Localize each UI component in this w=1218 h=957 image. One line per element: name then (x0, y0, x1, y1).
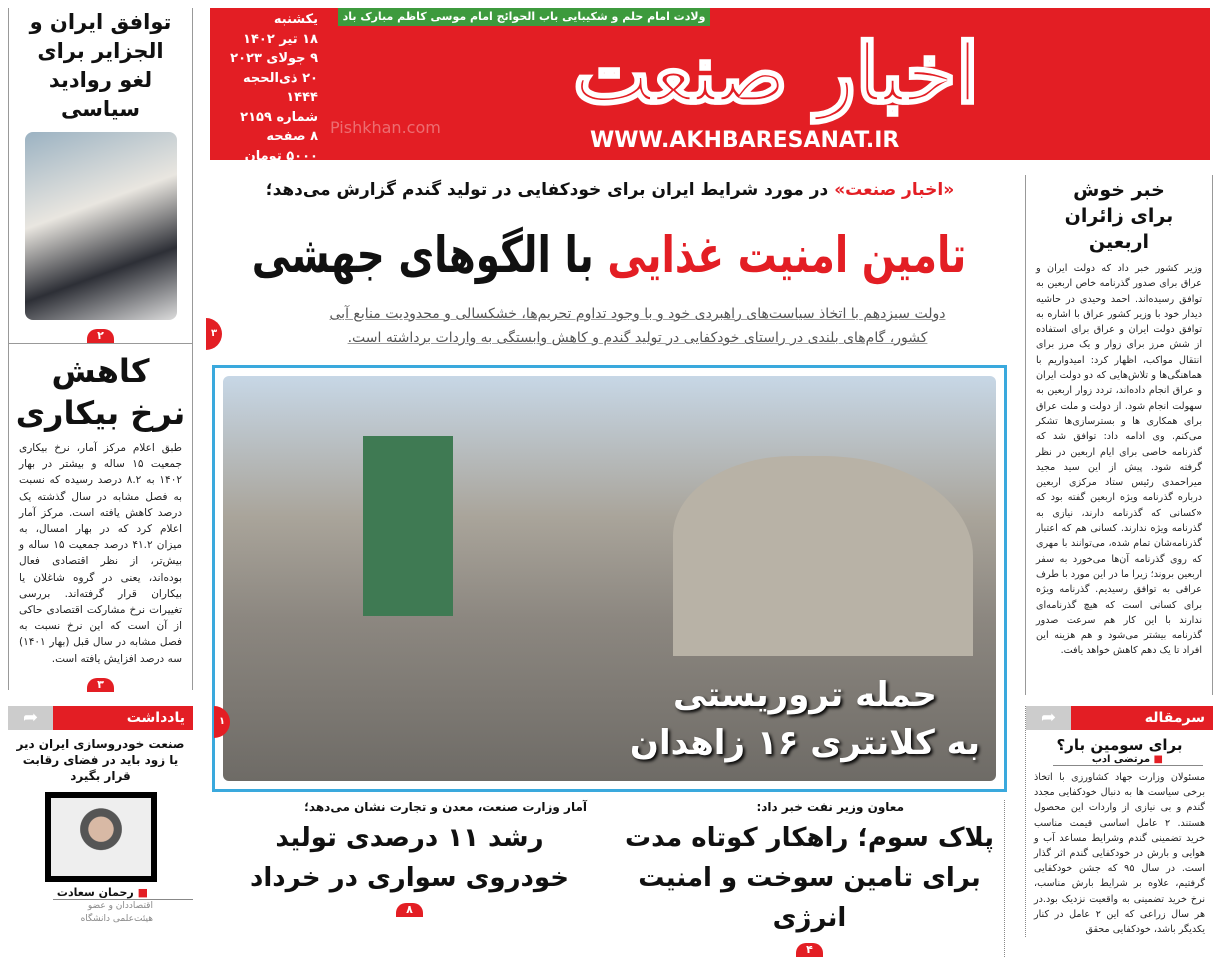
story-title[interactable]: کاهش (51, 352, 150, 390)
date-line: ۱۸ تیر ۱۴۰۲ (243, 31, 318, 47)
date-block (218, 10, 318, 166)
square-icon: ■ (1153, 754, 1163, 765)
bottom-story-oil[interactable] (615, 800, 1005, 957)
note-section (8, 706, 193, 926)
caption-line: حمله تروریستی (673, 675, 937, 715)
issue-number: شماره ۲۱۵۹ (240, 109, 318, 125)
page-ref: ۳ (87, 678, 114, 692)
main-headline[interactable] (212, 215, 1007, 295)
arrow-icon: ➦ (8, 706, 53, 730)
section-label: سرمقاله (1071, 706, 1213, 730)
author-photo (51, 798, 151, 876)
watermark: Pishkhan.com (330, 118, 441, 137)
news-photo (223, 376, 996, 781)
main-kicker (215, 180, 1005, 200)
author-name: رحمان سعادت (56, 886, 134, 899)
bottom-story-cars[interactable] (212, 800, 607, 917)
editorial-body: مسئولان وزارت جهاد کشاورزی با اتخاذ برخی سیاست ها به دنبال خودکفایی مجدد گندم و بی نیازی از واردات این محصول هستند. ۲ عامل اساسی قیمت مناسب خرید تضمینی گندم وشرایط مساعد آب و هوایی و بارش در خودکفایی گندم اثر گذار است. در سال ۹۵ که جشن خودکفایی گرفتیم، علاوه بر شرایط بارش مناسب، نرخ خرید تضمینی به واقعیت نزدیک بود.در هر سال زراعی که این ۲ عامل در کنار یکدیگر باشد، خودکفایی محقق (1034, 772, 1206, 936)
story-title: خودروی سواری در خرداد (250, 863, 569, 893)
kicker-text: در مورد شرایط ایران برای خودکفایی در تولید گندم گزارش می‌دهد؛ (265, 180, 829, 200)
square-icon: ■ (137, 886, 148, 899)
gate-shape (363, 436, 453, 616)
story-title: پلاک سوم؛ راهکار کوتاه مدت (625, 823, 994, 853)
headline-red: تامین امنیت غذایی (607, 226, 967, 284)
date-line: ۹ جولای ۲۰۲۳ (230, 51, 318, 66)
headline-line (252, 215, 966, 295)
editorial-title[interactable]: برای سومین بار؟ (1056, 736, 1183, 754)
story-photo (25, 132, 177, 320)
author-role: اقتصاددان و عضو هیئت‌علمی دانشگاه (80, 901, 153, 924)
story-title: رشد ۱۱ درصدی تولید (275, 823, 544, 853)
main-lead: دولت سیزدهم با اتخاذ سیاست‌های راهبردی خود و با وجود تداوم تحریم‌ها، خشکسالی و محدودیت منابع آبی کشور، گام‌های بلندی در راستای خودکفایی در تولید گندم و کاهش وابستگی به واردات برداشته است. (329, 306, 946, 346)
website-url[interactable]: WWW.AKHBARESANAT.IR (590, 128, 900, 153)
price: ۵۰۰۰ تومان (244, 148, 318, 164)
section-label: یادداشت (53, 706, 193, 730)
story-title[interactable]: نرخ بیکاری (15, 394, 186, 432)
right-column (1025, 175, 1213, 695)
date-line: ۲۰ ذی‌الحجه ۱۴۴۴ (243, 70, 318, 105)
page-ref: ۲ (87, 329, 114, 343)
page-ref: ۳ (206, 318, 222, 350)
occasion-banner: ولادت امام حلم و شکیبایی باب الحوائج امام موسی کاظم مبارک باد (338, 8, 710, 26)
story-kicker: معاون وزیر نفت خبر داد: (756, 800, 904, 814)
author-name: مرتضی ادب (1091, 754, 1151, 765)
rubble-shape (673, 456, 973, 656)
editorial-section (1025, 706, 1213, 937)
story-title[interactable]: خبر خوش برای زائران اربعین (1064, 179, 1174, 253)
caption-line: به کلانتری ۱۶ زاهدان (629, 723, 980, 763)
headline-black: با الگوهای جهشی (252, 226, 595, 284)
photo-caption (630, 671, 980, 767)
story-title[interactable]: توافق ایران و الجزایر برای لغو روادید سیاسی (29, 10, 172, 121)
page-ref: ۸ (396, 903, 423, 917)
newspaper-logo: اخبار صنعت (573, 26, 979, 122)
date-line: یکشنبه (273, 12, 318, 27)
page-count: ۸ صفحه (266, 129, 318, 144)
page-ref: ۱ (214, 706, 230, 738)
story-body: وزیر کشور خبر داد که دولت ایران و عراق برای صدور گذرنامه خاص اربعین به توافق رسیده‌اند. احمد وحیدی در حاشیه دیدار خود با وزیر کشور عراق با اشاره به توافق دولت ایران و عراق برای استفاده از شش مرز برای زوار و یک مرز برای انتقال مواکب، اظهار کرد: امیدواریم با هماهنگی‌ها و تلاش‌هایی که دو دولت ایران و عراق انجام داده‌اند، تردد زوار اربعین به سهولت انجام شود. از دولت و ملت عراق برای همکاری ها و بسترسازی‌ها تشکر می‌کنم. وی ادامه داد: توافق شد که گذرنامه خاصی برای ایام اربعین در نظر گرفته شود. پیش از این سید مجید میراحمدی رئیس ستاد مرکزی اربعین درباره گذرنامه ویژه اربعین گفته بود که «کسانی که گذرنامه دارند، نیازی به گذرنامه ویژه ندارند. کسانی هم که اعتبار گذرنامه‌شان تمام شده، می‌توانند با مهری که روی گذرنامه آن‌ها می‌خورد به سفر اربعین بروند؛ زیرا ما در این مورد با طرف عراقی به توافق رسیدیم. گذرنامه ویژه برای کسانی است که هیچ گذرنامه‌ای ندارند با این کار هم سرعت صدور گذرنامه بیشتر می‌شود و هم هزینه این افراد تا یک دهم کاهش خواهد یافت. (1036, 263, 1202, 657)
page-ref: ۴ (796, 943, 823, 957)
note-title[interactable]: صنعت خودروسازی ایران دیر یا زود باید در فضای رقابت قرار بگیرد (16, 737, 185, 783)
left-column (8, 8, 193, 690)
story-title: برای تامین سوخت و امنیت انرژی (638, 863, 981, 933)
kicker-source: «اخبار صنعت» (834, 180, 955, 200)
story-body: طبق اعلام مرکز آمار، نرخ بیکاری جمعیت ۱۵ ساله و بیشتر در بهار ۱۴۰۲ به ۸.۲ درصد رسیده که نسبت به فصل مشابه در سال گذشته یک درصد کاهش یافته است. مرکز آمار اعلام کرد که در بهار امسال، به میزان ۴۱.۲ درصد جمعیت ۱۵ ساله و بیش‌تر، از نظر اقتصادی فعال بوده‌اند، یعنی در گروه شاغلان یا بیکاران قرار گرفته‌اند. بررسی تغییرات نرخ مشارکت اقتصادی حاکی از آن است که این نرخ نسبت به فصل مشابه در سال قبل (بهار ۱۴۰۱) سه درصد افزایش یافته است. (19, 442, 182, 665)
photo-frame[interactable] (212, 365, 1007, 792)
story-kicker: آمار وزارت صنعت، معدن و تجارت نشان می‌دهد؛ (304, 800, 587, 814)
arrow-icon: ➦ (1026, 706, 1071, 730)
